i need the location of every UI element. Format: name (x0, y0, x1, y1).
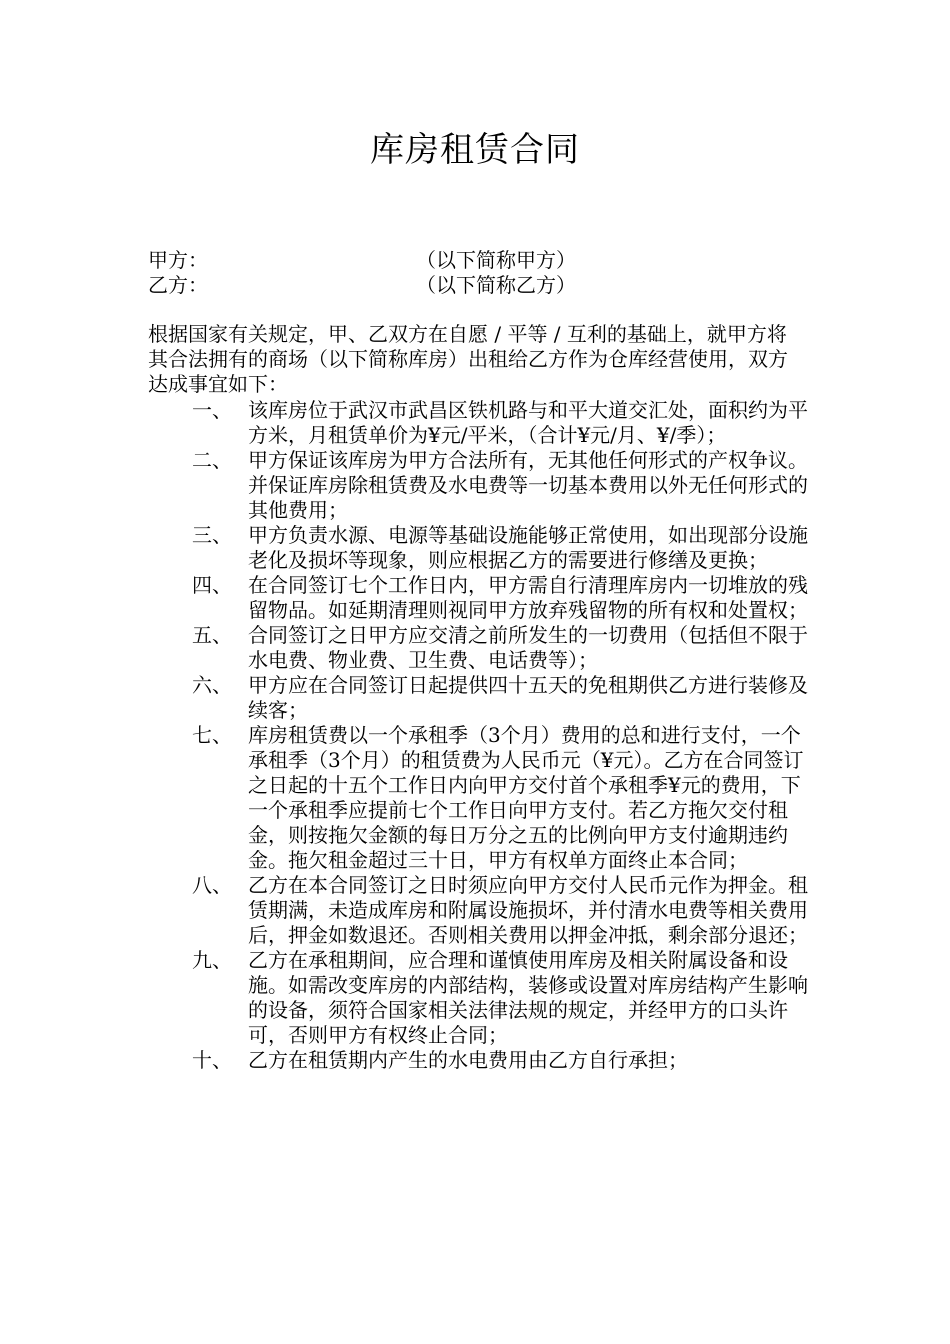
clause-text: 在合同签订七个工作日内，甲方需自行清理库房内一切堆放的残留物品。如延期清理则视同甲方放弃残留物的所有权和处置权； (248, 573, 808, 622)
clause-item (148, 673, 828, 723)
clause-number: 五、 (192, 623, 232, 647)
party-row-a (148, 248, 808, 273)
clause-item (148, 723, 828, 873)
clause-number: 七、 (192, 723, 232, 747)
clause-text: 乙方在本合同签订之日时须应向甲方交付人民币元作为押金。租赁期满，未造成库房和附属设施损坏，并付清水电费等相关费用后，押金如数退还。否则相关费用以押金冲抵，剩余部分退还； (248, 873, 808, 947)
clause-text: 库房租赁费以一个承租季（3个月）费用的总和进行支付，一个承租季（3个月）的租赁费为人民币元（¥元）。乙方在合同签订之日起的十五个工作日内向甲方交付首个承租季¥元的费用，下一个承租季应提前七个工作日向甲方支付。若乙方拖欠交付租金，则按拖欠金额的每日万分之五的比例向甲方支付逾期违约金。拖欠租金超过三十日，甲方有权单方面终止本合同； (248, 723, 804, 872)
clause-item (148, 448, 828, 523)
clause-number: 六、 (192, 673, 232, 697)
intro-paragraph: 根据国家有关规定，甲、乙双方在自愿 / 平等 / 互利的基础上，就甲方将其合法拥有的商场（以下简称库房）出租给乙方作为仓库经营使用，双方达成事宜如下： (148, 322, 788, 396)
clause-item (148, 948, 828, 1048)
clause-list (148, 398, 828, 1073)
clause-text: 该库房位于武汉市武昌区铁机路与和平大道交汇处，面积约为平方米，月租赁单价为¥元/平米，（合计¥元/月、¥/季）； (248, 398, 808, 447)
clause-item (148, 523, 828, 573)
clause-item (148, 398, 828, 448)
clause-item (148, 1048, 828, 1073)
party-a-label: 甲方： (148, 248, 208, 272)
clause-text: 乙方在承租期间，应合理和谨慎使用库房及相关附属设备和设施。如需改变库房的内部结构，装修或设置对库房结构产生影响的设备，须符合国家相关法律法规的规定，并经甲方的口头许可，否则甲方有权终止合同； (248, 948, 808, 1047)
clause-number: 九、 (192, 948, 232, 972)
party-row-b (148, 273, 808, 298)
clause-number: 二、 (192, 448, 232, 472)
clause-text: 乙方在租赁期内产生的水电费用由乙方自行承担； (248, 1048, 688, 1072)
clause-number: 八、 (192, 873, 232, 897)
clause-text: 合同签订之日甲方应交清之前所发生的一切费用（包括但不限于水电费、物业费、卫生费、电话费等）； (248, 623, 808, 672)
clause-item (148, 573, 828, 623)
clause-number: 十、 (192, 1048, 232, 1072)
clause-text: 甲方保证该库房为甲方合法所有，无其他任何形式的产权争议。并保证库房除租赁费及水电费等一切基本费用以外无任何形式的其他费用； (248, 448, 808, 522)
clause-number: 三、 (192, 523, 232, 547)
party-list (148, 248, 808, 298)
party-a-note: （以下简称甲方） (416, 248, 576, 272)
page-title: 库房租赁合同 (370, 130, 580, 170)
party-b-label: 乙方： (148, 273, 208, 297)
clause-text: 甲方负责水源、电源等基础设施能够正常使用，如出现部分设施老化及损坏等现象，则应根据乙方的需要进行修缮及更换； (248, 523, 808, 572)
party-b-note: （以下简称乙方） (416, 273, 576, 297)
clause-text: 甲方应在合同签订日起提供四十五天的免租期供乙方进行装修及续客； (248, 673, 808, 722)
clause-item (148, 623, 828, 673)
clause-item (148, 873, 828, 948)
clause-number: 四、 (192, 573, 232, 597)
clause-number: 一、 (192, 398, 232, 422)
